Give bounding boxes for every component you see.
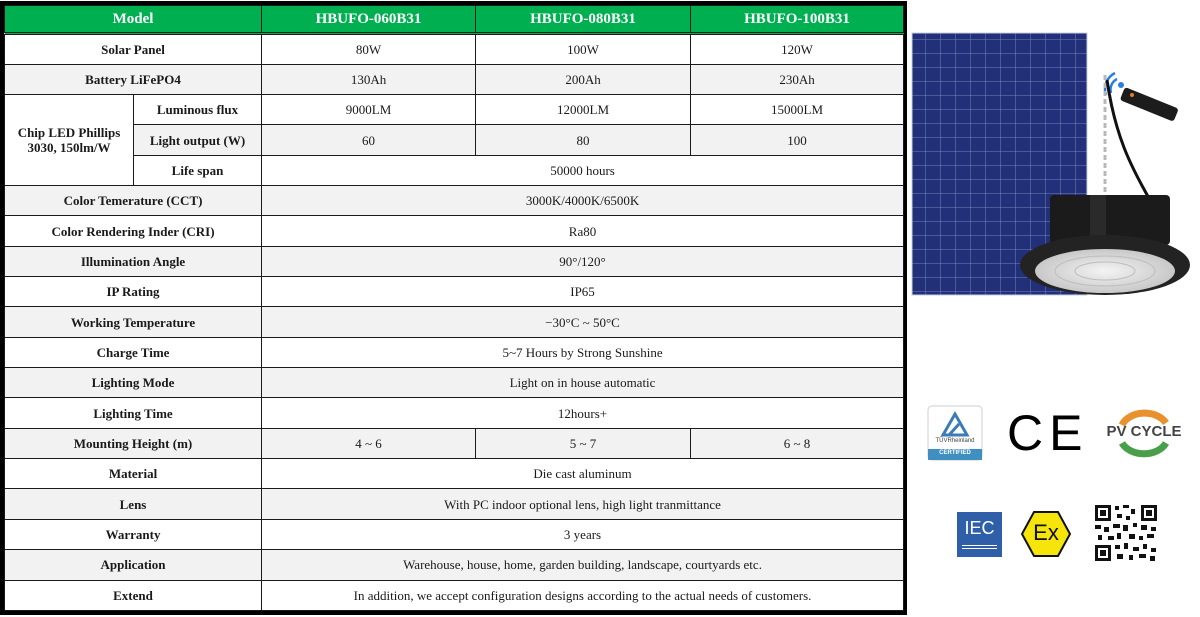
ce-mark-logo: CE bbox=[1007, 405, 1089, 461]
qr-code-icon bbox=[1093, 503, 1159, 563]
table-row-luminous-flux bbox=[5, 95, 904, 125]
table-row-solar-panel bbox=[5, 34, 904, 64]
table-row-application bbox=[5, 550, 904, 580]
model-header-1: HBUFO-060B31 bbox=[262, 6, 476, 34]
cell: Warehouse, house, home, garden building, landscape, courtyards etc. bbox=[262, 550, 904, 580]
cell: 12hours+ bbox=[262, 398, 904, 428]
cell: 15000LM bbox=[691, 95, 904, 125]
cell: 5~7 Hours by Strong Sunshine bbox=[262, 337, 904, 367]
spec-table bbox=[4, 5, 904, 611]
cell: 120W bbox=[691, 34, 904, 64]
cell: 3000K/4000K/6500K bbox=[262, 186, 904, 216]
row-label: Lens bbox=[5, 489, 262, 519]
row-label: IP Rating bbox=[5, 277, 262, 307]
table-row-life-span bbox=[5, 155, 904, 185]
row-label: Life span bbox=[134, 155, 262, 185]
table-row-battery bbox=[5, 64, 904, 94]
iec-line bbox=[962, 548, 997, 549]
row-label: Working Temperature bbox=[5, 307, 262, 337]
cell: Die cast aluminum bbox=[262, 459, 904, 489]
table-row-charge-time bbox=[5, 337, 904, 367]
table-row-work-temp bbox=[5, 307, 904, 337]
cell: 230Ah bbox=[691, 64, 904, 94]
remote-control-icon bbox=[1105, 73, 1179, 122]
table-header-row bbox=[5, 6, 904, 34]
cell: 9000LM bbox=[262, 95, 476, 125]
row-label: Lighting Mode bbox=[5, 368, 262, 398]
chip-group-label: Chip LED Phillips 3030, 150lm/W bbox=[5, 95, 134, 186]
cell: 5 ~ 7 bbox=[476, 428, 691, 458]
cell: Light on in house automatic bbox=[262, 368, 904, 398]
cell: IP65 bbox=[262, 277, 904, 307]
cell: 200Ah bbox=[476, 64, 691, 94]
model-header: Model bbox=[5, 6, 262, 34]
table-row-lens bbox=[5, 489, 904, 519]
table-row-warranty bbox=[5, 519, 904, 549]
table-row-ip bbox=[5, 277, 904, 307]
cell: 90°/120° bbox=[262, 246, 904, 276]
row-label: Material bbox=[5, 459, 262, 489]
table-row-angle bbox=[5, 246, 904, 276]
row-label: Color Rendering Inder (CRI) bbox=[5, 216, 262, 246]
pv-cycle-label: PV CYCLE bbox=[1106, 423, 1182, 440]
spec-table-container bbox=[0, 1, 907, 615]
row-label: Charge Time bbox=[5, 337, 262, 367]
tuv-label: TÜVRheinland bbox=[935, 438, 975, 444]
row-label: Application bbox=[5, 550, 262, 580]
iec-logo bbox=[957, 512, 1002, 557]
cell: 50000 hours bbox=[262, 155, 904, 185]
row-label: Warranty bbox=[5, 519, 262, 549]
cell: Ra80 bbox=[262, 216, 904, 246]
tuv-rheinland-logo bbox=[927, 405, 983, 461]
row-label: Solar Panel bbox=[5, 34, 262, 64]
ex-label: Ex bbox=[1033, 520, 1059, 545]
table-row-lighting-mode bbox=[5, 368, 904, 398]
atex-ex-logo bbox=[1020, 510, 1072, 558]
cell: In addition, we accept configuration designs according to the actual needs of customers. bbox=[262, 580, 904, 611]
cell: 12000LM bbox=[476, 95, 691, 125]
row-label: Luminous flux bbox=[134, 95, 262, 125]
cell: 3 years bbox=[262, 519, 904, 549]
cell: 80 bbox=[476, 125, 691, 155]
cell: 100 bbox=[691, 125, 904, 155]
cell: 100W bbox=[476, 34, 691, 64]
row-label: Extend bbox=[5, 580, 262, 611]
table-row-material bbox=[5, 459, 904, 489]
table-row-cri bbox=[5, 216, 904, 246]
cell: −30°C ~ 50°C bbox=[262, 307, 904, 337]
cell: 130Ah bbox=[262, 64, 476, 94]
iec-line bbox=[962, 545, 997, 546]
solar-panel-with-light-illustration bbox=[910, 25, 1200, 325]
qr-code bbox=[1093, 503, 1159, 563]
product-image bbox=[910, 25, 1200, 325]
iec-label: IEC bbox=[964, 518, 995, 538]
cell: 60 bbox=[262, 125, 476, 155]
table-row-cct bbox=[5, 186, 904, 216]
cell: 80W bbox=[262, 34, 476, 64]
row-label: Lighting Time bbox=[5, 398, 262, 428]
model-header-2: HBUFO-080B31 bbox=[476, 6, 691, 34]
pv-cycle-logo bbox=[1098, 405, 1190, 461]
tuv-certified-label: CERTIFIED bbox=[939, 450, 971, 456]
cell: 6 ~ 8 bbox=[691, 428, 904, 458]
table-row-mounting-height bbox=[5, 428, 904, 458]
model-header-3: HBUFO-100B31 bbox=[691, 6, 904, 34]
row-label: Battery LiFePO4 bbox=[5, 64, 262, 94]
table-row-extend bbox=[5, 580, 904, 611]
row-label: Light output (W) bbox=[134, 125, 262, 155]
row-label: Illumination Angle bbox=[5, 246, 262, 276]
row-label: Mounting Height (m) bbox=[5, 428, 262, 458]
table-row-lighting-time bbox=[5, 398, 904, 428]
cell: With PC indoor optional lens, high light tranmittance bbox=[262, 489, 904, 519]
table-row-light-output bbox=[5, 125, 904, 155]
cell: 4 ~ 6 bbox=[262, 428, 476, 458]
row-label: Color Temerature (CCT) bbox=[5, 186, 262, 216]
